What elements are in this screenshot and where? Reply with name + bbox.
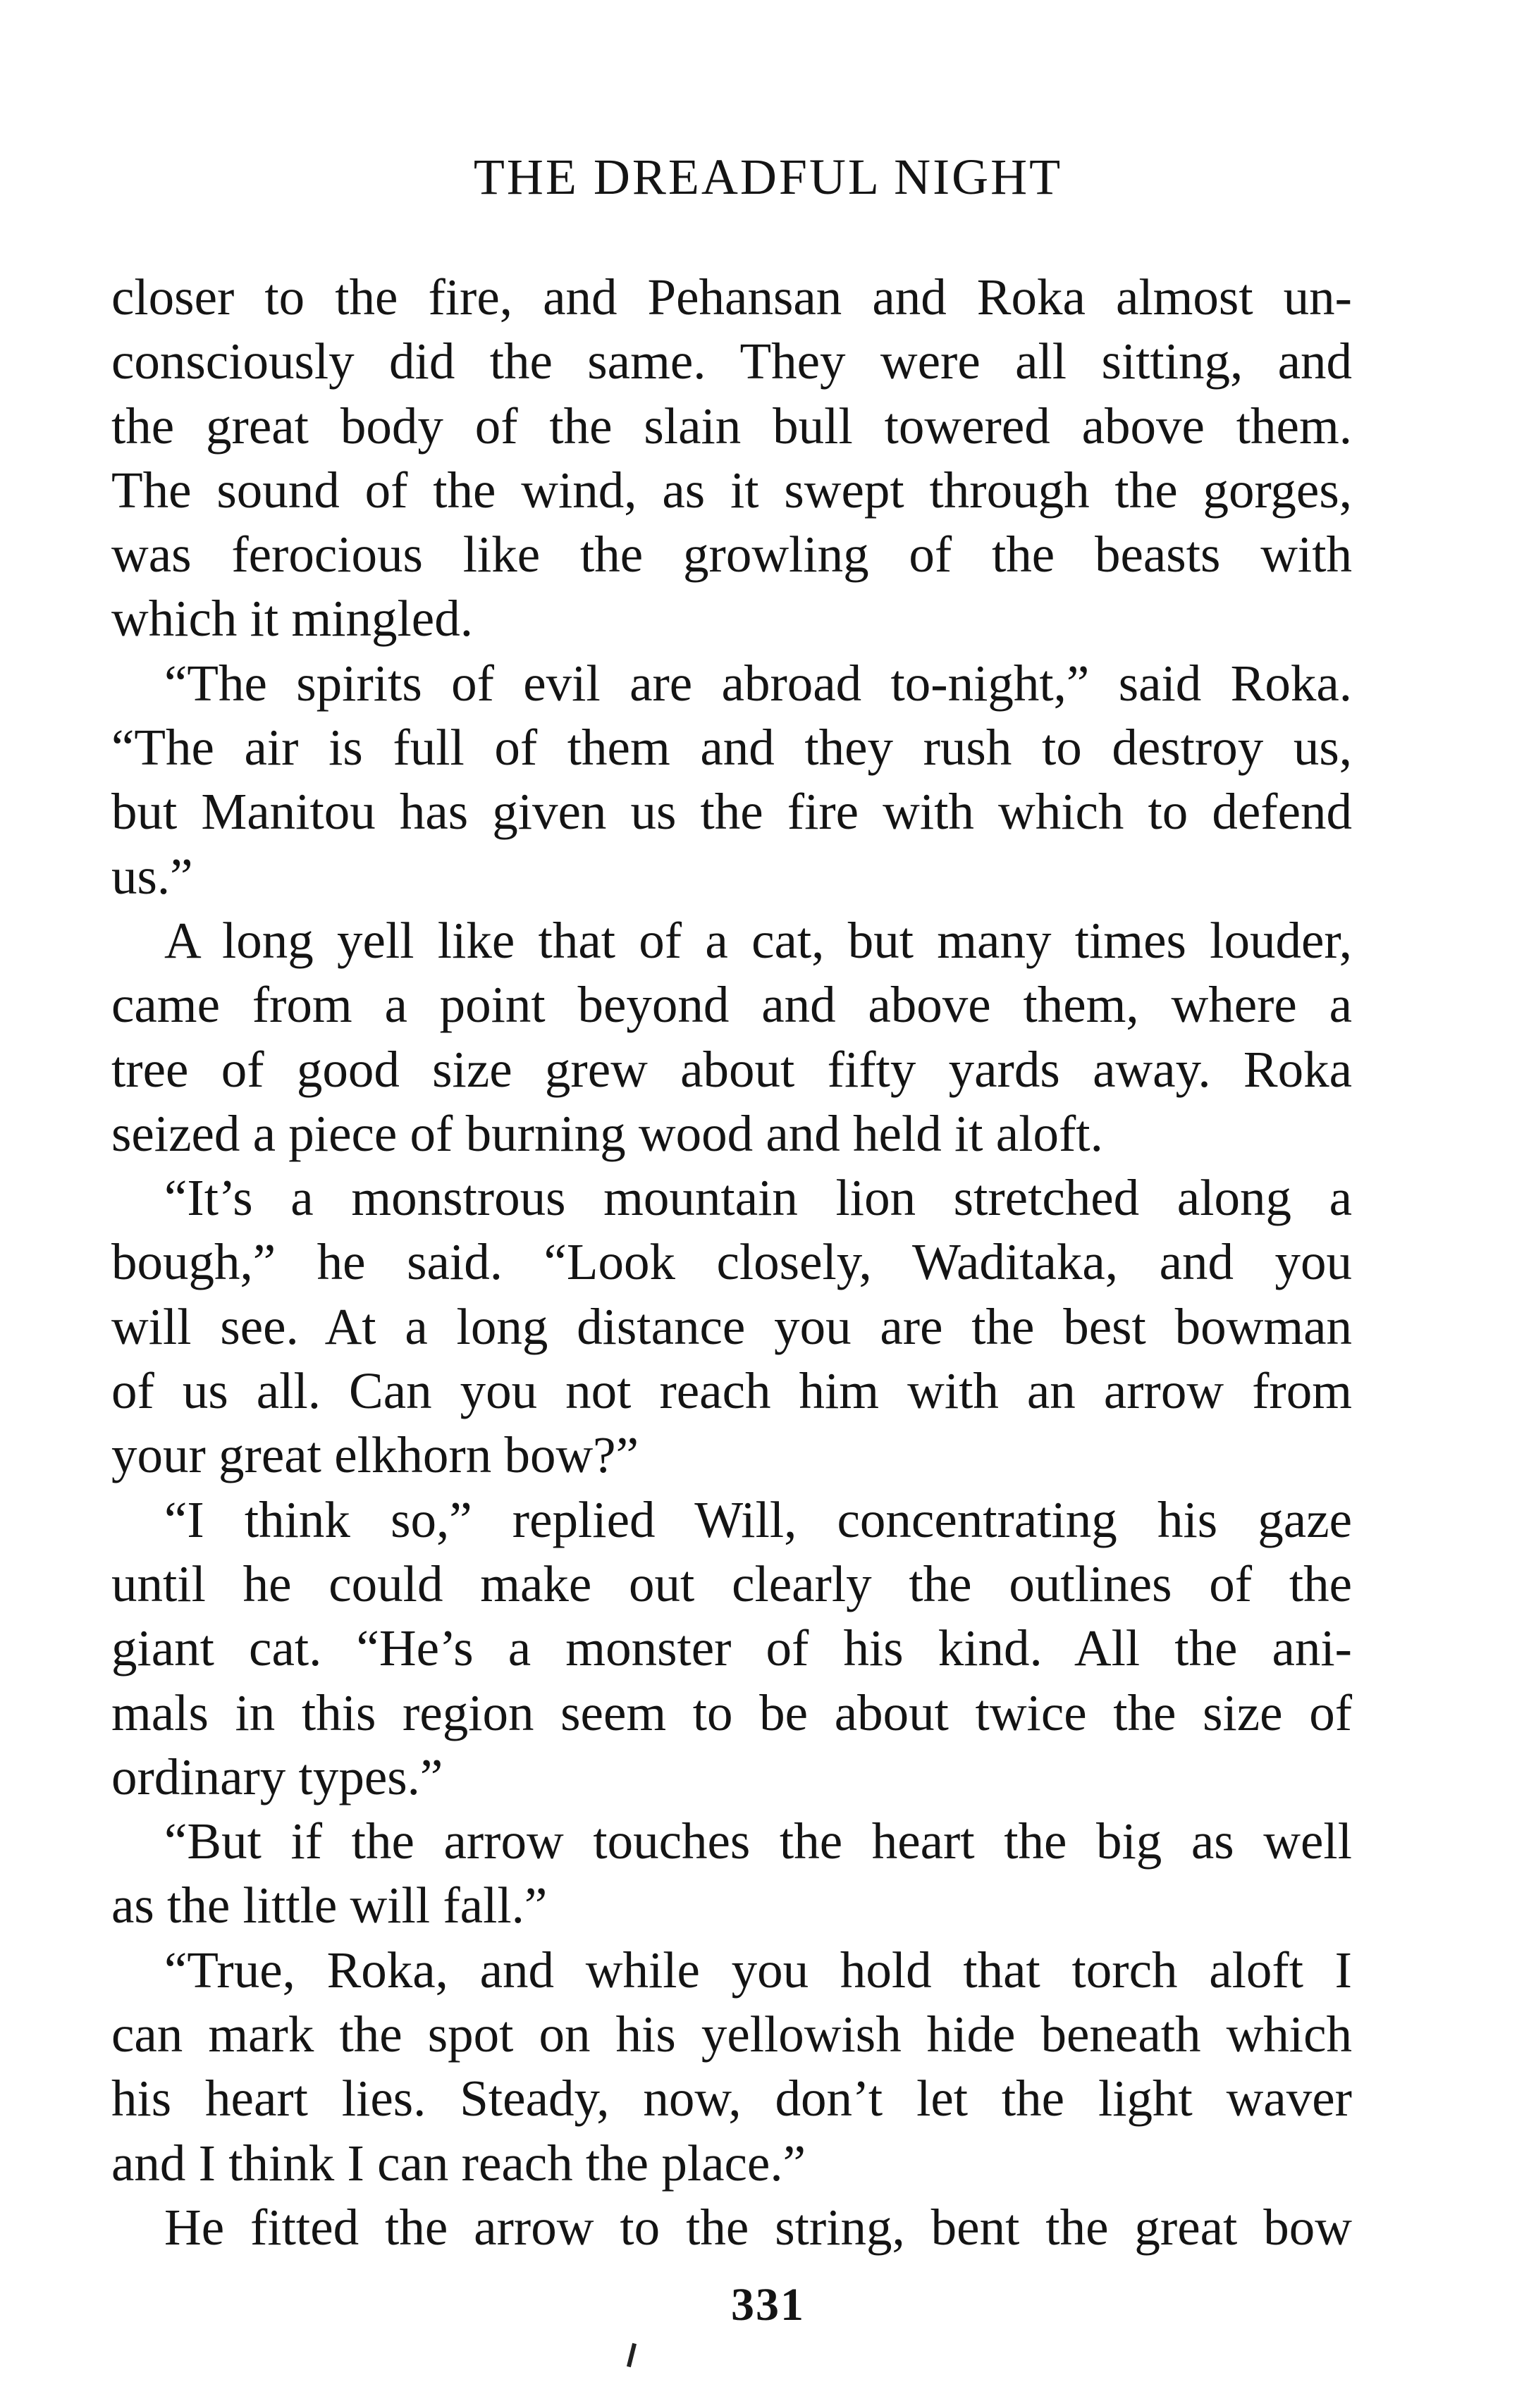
text-line: “The air is full of them and they rush to destroy us, xyxy=(111,719,1352,777)
text-line: will see. At a long distance you are the best bowman xyxy=(111,1297,1352,1355)
text-line: bough,” he said. “Look closely, Waditaka, and you xyxy=(111,1233,1352,1291)
text-line: The sound of the wind, as it swept through the gorges, xyxy=(111,461,1352,519)
text-line: the great body of the slain bull towered above them. xyxy=(111,397,1352,455)
text-line: He fitted the arrow to the string, bent the great bow xyxy=(164,2198,1352,2256)
text-line: “True, Roka, and while you hold that torch aloft I xyxy=(164,1941,1352,1999)
text-line: was ferocious like the growling of the beasts with xyxy=(111,526,1352,584)
text-line: but Manitou has given us the fire with which to defend xyxy=(111,783,1352,841)
text-line: consciously did the same. They were all sitting, and xyxy=(111,333,1352,390)
text-line: tree of good size grew about fifty yards away. Roka xyxy=(111,1040,1352,1098)
text-line: as the little will fall.” xyxy=(111,1877,548,1934)
text-line: giant cat. “He’s a monster of his kind. All the ani- xyxy=(111,1619,1352,1677)
text-line: “I think so,” replied Will, concentrating his gaze xyxy=(164,1490,1352,1548)
text-line: which it mingled. xyxy=(111,590,473,648)
running-title: THE DREADFUL NIGHT xyxy=(473,149,1063,205)
text-line: A long yell like that of a cat, but many times louder, xyxy=(164,911,1352,969)
stray-ink-mark xyxy=(627,2343,637,2367)
text-line: us.” xyxy=(111,847,193,905)
text-line: his heart lies. Steady, now, don’t let the light waver xyxy=(111,2070,1352,2128)
text-line: closer to the fire, and Pehansan and Roka almost un- xyxy=(111,268,1352,326)
text-line: “It’s a monstrous mountain lion stretched along a xyxy=(164,1169,1352,1227)
body-text xyxy=(111,265,1352,2259)
text-line: seized a piece of burning wood and held it aloft. xyxy=(111,1104,1103,1162)
text-line: mals in this region seem to be about twice the size of xyxy=(111,1684,1352,1741)
text-line: can mark the spot on his yellowish hide beneath which xyxy=(111,2006,1352,2063)
page-number: 331 xyxy=(731,2279,805,2330)
text-line: “The spirits of evil are abroad to-night,” said Roka. xyxy=(164,654,1352,712)
text-line: ordinary types.” xyxy=(111,1748,443,1805)
text-line: came from a point beyond and above them, where a xyxy=(111,976,1352,1034)
text-line: of us all. Can you not reach him with an arrow from xyxy=(111,1362,1352,1420)
text-line: your great elkhorn bow?” xyxy=(111,1426,639,1484)
text-line: and I think I can reach the place.” xyxy=(111,2134,806,2192)
text-line: until he could make out clearly the outlines of the xyxy=(111,1555,1352,1612)
text-line: “But if the arrow touches the heart the big as well xyxy=(164,1813,1352,1870)
